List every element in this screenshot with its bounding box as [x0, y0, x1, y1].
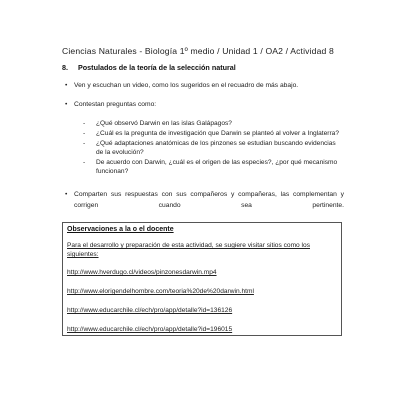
- list-item: - ¿Qué adaptaciones anatómicas de los pinzones se estudian buscando evidencias de la evolución?: [83, 140, 336, 156]
- teacher-notes-title: Observaciones a la o el docente: [67, 226, 174, 233]
- list-item: - ¿Qué observó Darwin en las islas Galápagos?: [83, 120, 232, 127]
- dash-icon: -: [83, 120, 86, 127]
- resource-link-1[interactable]: http://www.hverdugo.cl/videos/pinzonesdarwin.mp4: [67, 269, 217, 276]
- resource-link-3[interactable]: http://www.educarchile.cl/ech/pro/app/detalle?id=136126: [67, 307, 233, 314]
- bullet-questions-intro: [65, 100, 354, 111]
- section-heading: [62, 63, 236, 72]
- bullet-dot-icon: •: [65, 191, 68, 198]
- bullet-video-text: Ven y escuchan un video, como los sugeridos en el recuadro de más abajo.: [74, 82, 299, 89]
- section-title: Postulados de la teoría de la selección natural: [78, 63, 236, 72]
- list-item: - De acuerdo con Darwin, ¿cuál es el origen de las especies?, ¿por qué mecanismo funcionan?: [83, 159, 338, 175]
- section-number: 8.: [62, 63, 68, 72]
- bullet-video: [65, 81, 354, 92]
- teacher-notes-intro: Para el desarrollo y preparación de esta actividad, se sugiere visitar sitios como los siguientes:: [67, 242, 310, 258]
- resource-link-2[interactable]: http://www.elorigendelhombre.com/teoria%20de%20darwin.html: [67, 288, 254, 295]
- breadcrumb: Ciencias Naturales - Biología 1º medio / Unidad 1 / OA2 / Actividad 8: [62, 46, 334, 56]
- questions-list: [83, 119, 340, 177]
- dash-icon: -: [83, 159, 86, 166]
- bullet-compare: [65, 190, 344, 211]
- list-item: - ¿Cuál es la pregunta de investigación que Darwin se planteó al volver a Inglaterra?: [83, 130, 340, 137]
- bullet-questions-intro-text: Contestan preguntas como:: [74, 101, 157, 108]
- teacher-notes-box: [62, 222, 342, 336]
- dash-icon: -: [83, 140, 86, 147]
- bullet-compare-text: Comparten sus respuestas con sus compañeros y compañeras, las complementan y corrigen cuando sea pertinente.: [74, 191, 344, 209]
- resource-link-4[interactable]: http://www.educarchile.cl/ech/pro/app/detalle?id=196015: [67, 326, 233, 333]
- bullet-dot-icon: •: [65, 101, 68, 108]
- bullet-dot-icon: •: [65, 82, 68, 89]
- dash-icon: -: [83, 130, 86, 137]
